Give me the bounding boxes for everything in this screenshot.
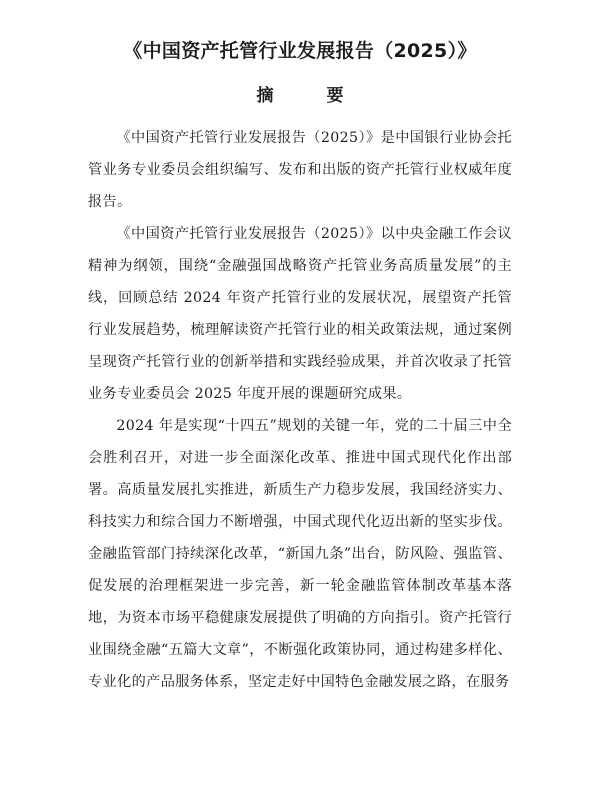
abstract-heading: 摘 要 [256,86,362,106]
paragraph-context: 2024 年是实现“十四五”规划的关键一年，党的二十届三中全会胜利召开，对进一步全面深化改革、推进中国式现代化作出部署。高质量发展扎实推进，新质生产力稳步发展，我国经济实力、科技实力和综合国力不断增强，中国式现代化迈出新的坚实步伐。金融监管部门持续深化改革，“新国九条”出台，防风险、强监管、促发展的治理框架进一步完善，新一轮金融监管体制改革基本落地，为资本市场平稳健康发展提供了明确的方向指引。资产托管行业围绕金融“五篇大文章”，不断强化政策协同，通过构建多样化、专业化的产品服务体系，坚定走好中国特色金融发展之路，在服务 [88,418,512,690]
paragraph-scope: 《中国资产托管行业发展报告（2025）》以中央金融工作会议精神为纲领，围绕“金融强国战略资产托管业务高质量发展”的主线，回顾总结 2024 年资产托管行业的发展状况，展望资产托管行业发展趋势，梳理解读资产托管行业的相关政策法规，通过案例呈现资产托管行业的创新举措和实践经验成果，并首次收录了托管业务专业委员会 2025 年度开展的课题研究成果。 [88,226,512,402]
document-title: 《中国资产托管行业发展报告（2025）》 [123,40,477,62]
paragraph-intro: 《中国资产托管行业发展报告（2025）》是中国银行业协会托管业务专业委员会组织编写、发布和出版的资产托管行业权威年度报告。 [88,130,512,210]
